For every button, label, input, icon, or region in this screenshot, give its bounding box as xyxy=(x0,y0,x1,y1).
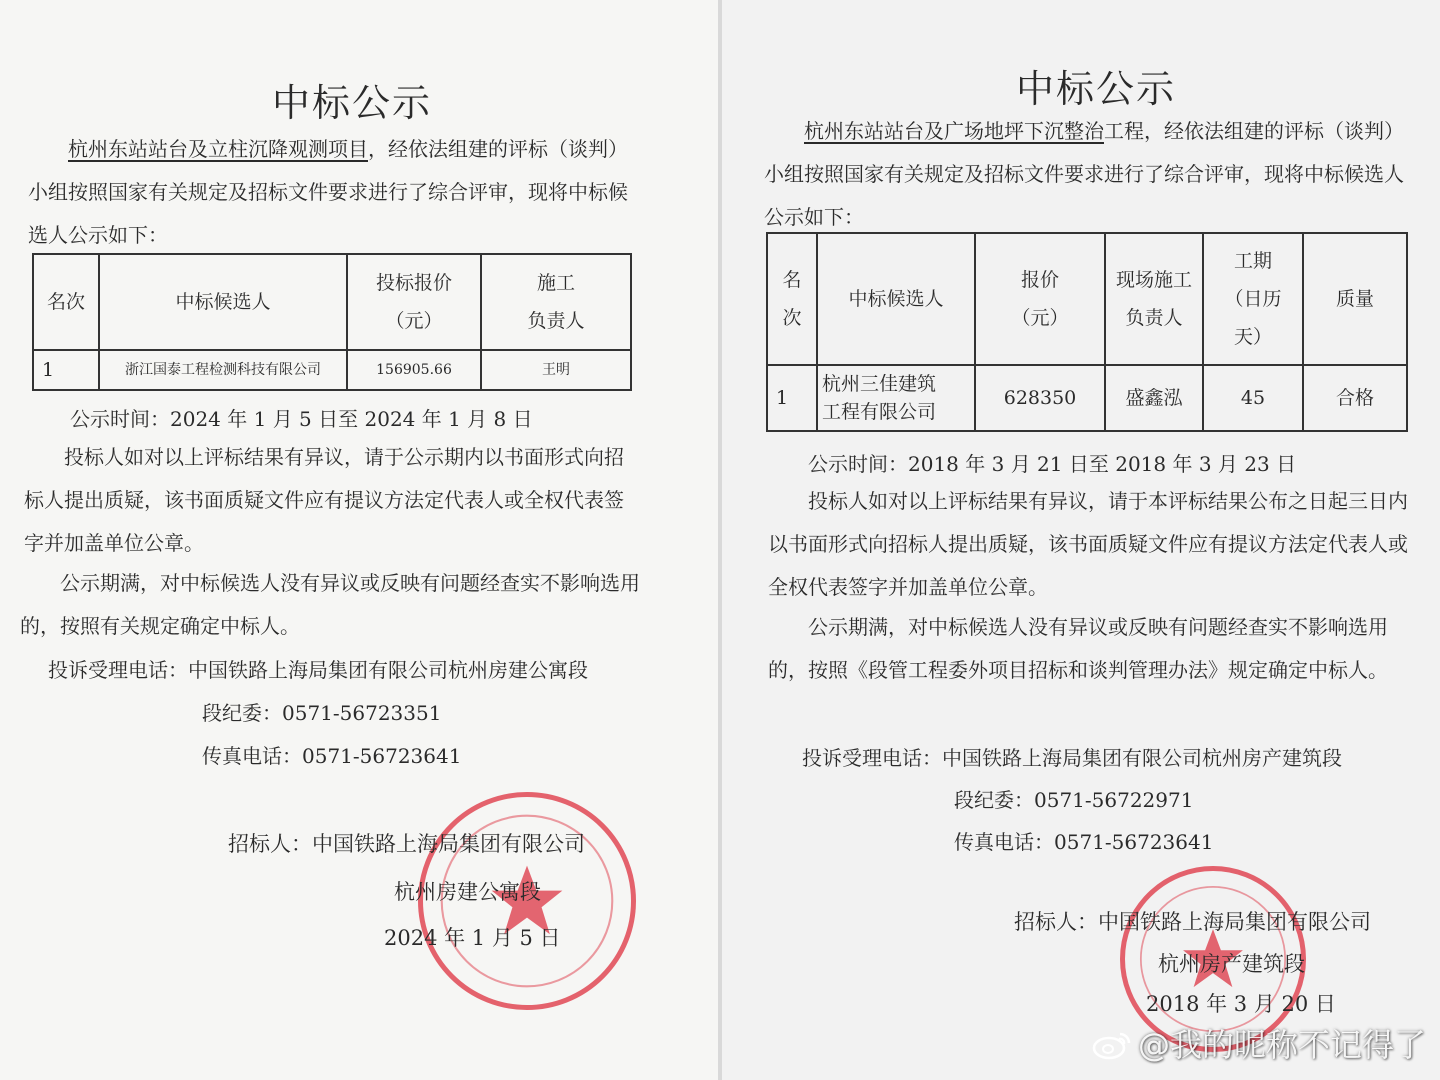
left-expiry: 公示期满，对中标候选人没有异议或反映有问题经查实不影响选用的，按照有关规定确定中标人。 xyxy=(20,571,640,638)
left-project-name: 杭州东站站台及立柱沉降观测项目 xyxy=(68,137,368,161)
left-intro-text: ，经依法组建的评标（谈判）小组按照国家有关规定及招标文件要求进行了综合评审，现将中标候选人公示如下： xyxy=(28,137,628,247)
header-duration-line2: （日历 xyxy=(1224,288,1282,310)
row-rank: 1 xyxy=(33,350,99,390)
header-manager xyxy=(481,254,631,350)
header-rank-line2: 次 xyxy=(782,307,802,329)
left-discipline-phone: 段纪委：0571-56723351 xyxy=(202,701,442,725)
header-duration-line1: 工期 xyxy=(1233,250,1272,272)
header-rank-line1: 名 xyxy=(782,269,802,291)
weibo-watermark xyxy=(1092,1020,1426,1068)
left-intro xyxy=(28,128,640,257)
row-rank: 1 xyxy=(767,365,817,431)
header-manager-line2: 负责人 xyxy=(1125,307,1183,329)
row-candidate: 浙江国泰工程检测科技有限公司 xyxy=(99,350,347,390)
header-price-line1: 投标报价 xyxy=(375,272,452,294)
right-title: 中标公示 xyxy=(1016,67,1177,111)
header-manager-line2: 负责人 xyxy=(527,310,585,332)
row-duration: 45 xyxy=(1203,365,1303,431)
left-complaint-line: 投诉受理电话：中国铁路上海局集团有限公司杭州房建公寓段 xyxy=(48,658,588,682)
left-period: 公示时间：2024 年 1 月 5 日至 2024 年 1 月 8 日 xyxy=(70,407,533,431)
right-intro xyxy=(764,110,1410,239)
header-price xyxy=(347,254,481,350)
weibo-logo-icon xyxy=(1092,1030,1132,1068)
right-period: 公示时间：2018 年 3 月 21 日至 2018 年 3 月 23 日 xyxy=(808,452,1297,476)
header-quality: 质量 xyxy=(1303,233,1407,365)
right-objection: 投标人如对以上评标结果有异议，请于本评标结果公布之日起三日内以书面形式向招标人提出质疑，该书面质疑文件应有提议方法定代表人或全权代表签字并加盖单位公章。 xyxy=(768,489,1408,599)
header-duration-line3: 天） xyxy=(1233,326,1272,348)
table-header-row xyxy=(33,254,631,350)
left-candidate-table xyxy=(32,253,632,391)
watermark-text: @我的昵称不记得了 xyxy=(1137,1026,1426,1064)
right-candidate-table xyxy=(766,232,1408,432)
right-signer-unit: 杭州房产建筑段 xyxy=(1158,952,1305,976)
row-price: 156905.66 xyxy=(347,350,481,390)
header-price-line2: （元） xyxy=(385,310,443,332)
header-manager-line1: 施工 xyxy=(536,272,575,294)
right-expiry: 公示期满，对中标候选人没有异议或反映有问题经查实不影响选用的，按照《段管工程委外项目招标和谈判管理办法》规定确定中标人。 xyxy=(768,615,1388,682)
row-price: 628350 xyxy=(975,365,1105,431)
header-duration xyxy=(1203,233,1303,365)
right-signer: 招标人：中国铁路上海局集团有限公司 xyxy=(1014,910,1371,934)
row-manager: 王明 xyxy=(481,350,631,390)
header-rank: 名次 xyxy=(33,254,99,350)
table-row xyxy=(767,365,1407,431)
row-quality: 合格 xyxy=(1303,365,1407,431)
right-discipline-phone: 段纪委：0571-56722971 xyxy=(954,788,1194,812)
row-manager: 盛鑫泓 xyxy=(1105,365,1203,431)
right-sign-date: 2018 年 3 月 20 日 xyxy=(1146,992,1336,1016)
table-header-row xyxy=(767,233,1407,365)
right-intro-text: 工程，经依法组建的评标（谈判）小组按照国家有关规定及招标文件要求进行了综合评审，现将中标候选人公示如下： xyxy=(764,119,1404,229)
header-price-line1: 报价 xyxy=(1020,269,1059,291)
left-sign-date: 2024 年 1 月 5 日 xyxy=(384,926,561,950)
right-complaint-line: 投诉受理电话：中国铁路上海局集团有限公司杭州房产建筑段 xyxy=(802,746,1342,770)
header-manager-line1: 现场施工 xyxy=(1115,269,1192,291)
row-candidate-line2: 工程有限公司 xyxy=(822,401,937,423)
right-fax-phone: 传真电话：0571-56723641 xyxy=(954,830,1214,854)
left-signer: 招标人：中国铁路上海局集团有限公司 xyxy=(228,832,585,856)
header-price xyxy=(975,233,1105,365)
table-row xyxy=(33,350,631,390)
left-title: 中标公示 xyxy=(272,81,433,125)
left-fax-phone: 传真电话：0571-56723641 xyxy=(202,744,462,768)
left-signer-unit: 杭州房建公寓段 xyxy=(394,880,541,904)
left-notice-page xyxy=(0,0,718,1080)
right-notice-page xyxy=(722,0,1440,1080)
left-objection: 投标人如对以上评标结果有异议，请于公示期内以书面形式向招标人提出质疑，该书面质疑文件应有提议方法定代表人或全权代表签字并加盖单位公章。 xyxy=(24,445,624,555)
right-project-name: 杭州东站站台及广场地坪下沉整治 xyxy=(804,119,1104,143)
header-price-line2: （元） xyxy=(1011,307,1069,329)
row-candidate xyxy=(817,365,975,431)
header-candidate: 中标候选人 xyxy=(817,233,975,365)
header-candidate: 中标候选人 xyxy=(99,254,347,350)
row-candidate-line1: 杭州三佳建筑 xyxy=(822,373,937,395)
header-rank xyxy=(767,233,817,365)
header-manager xyxy=(1105,233,1203,365)
